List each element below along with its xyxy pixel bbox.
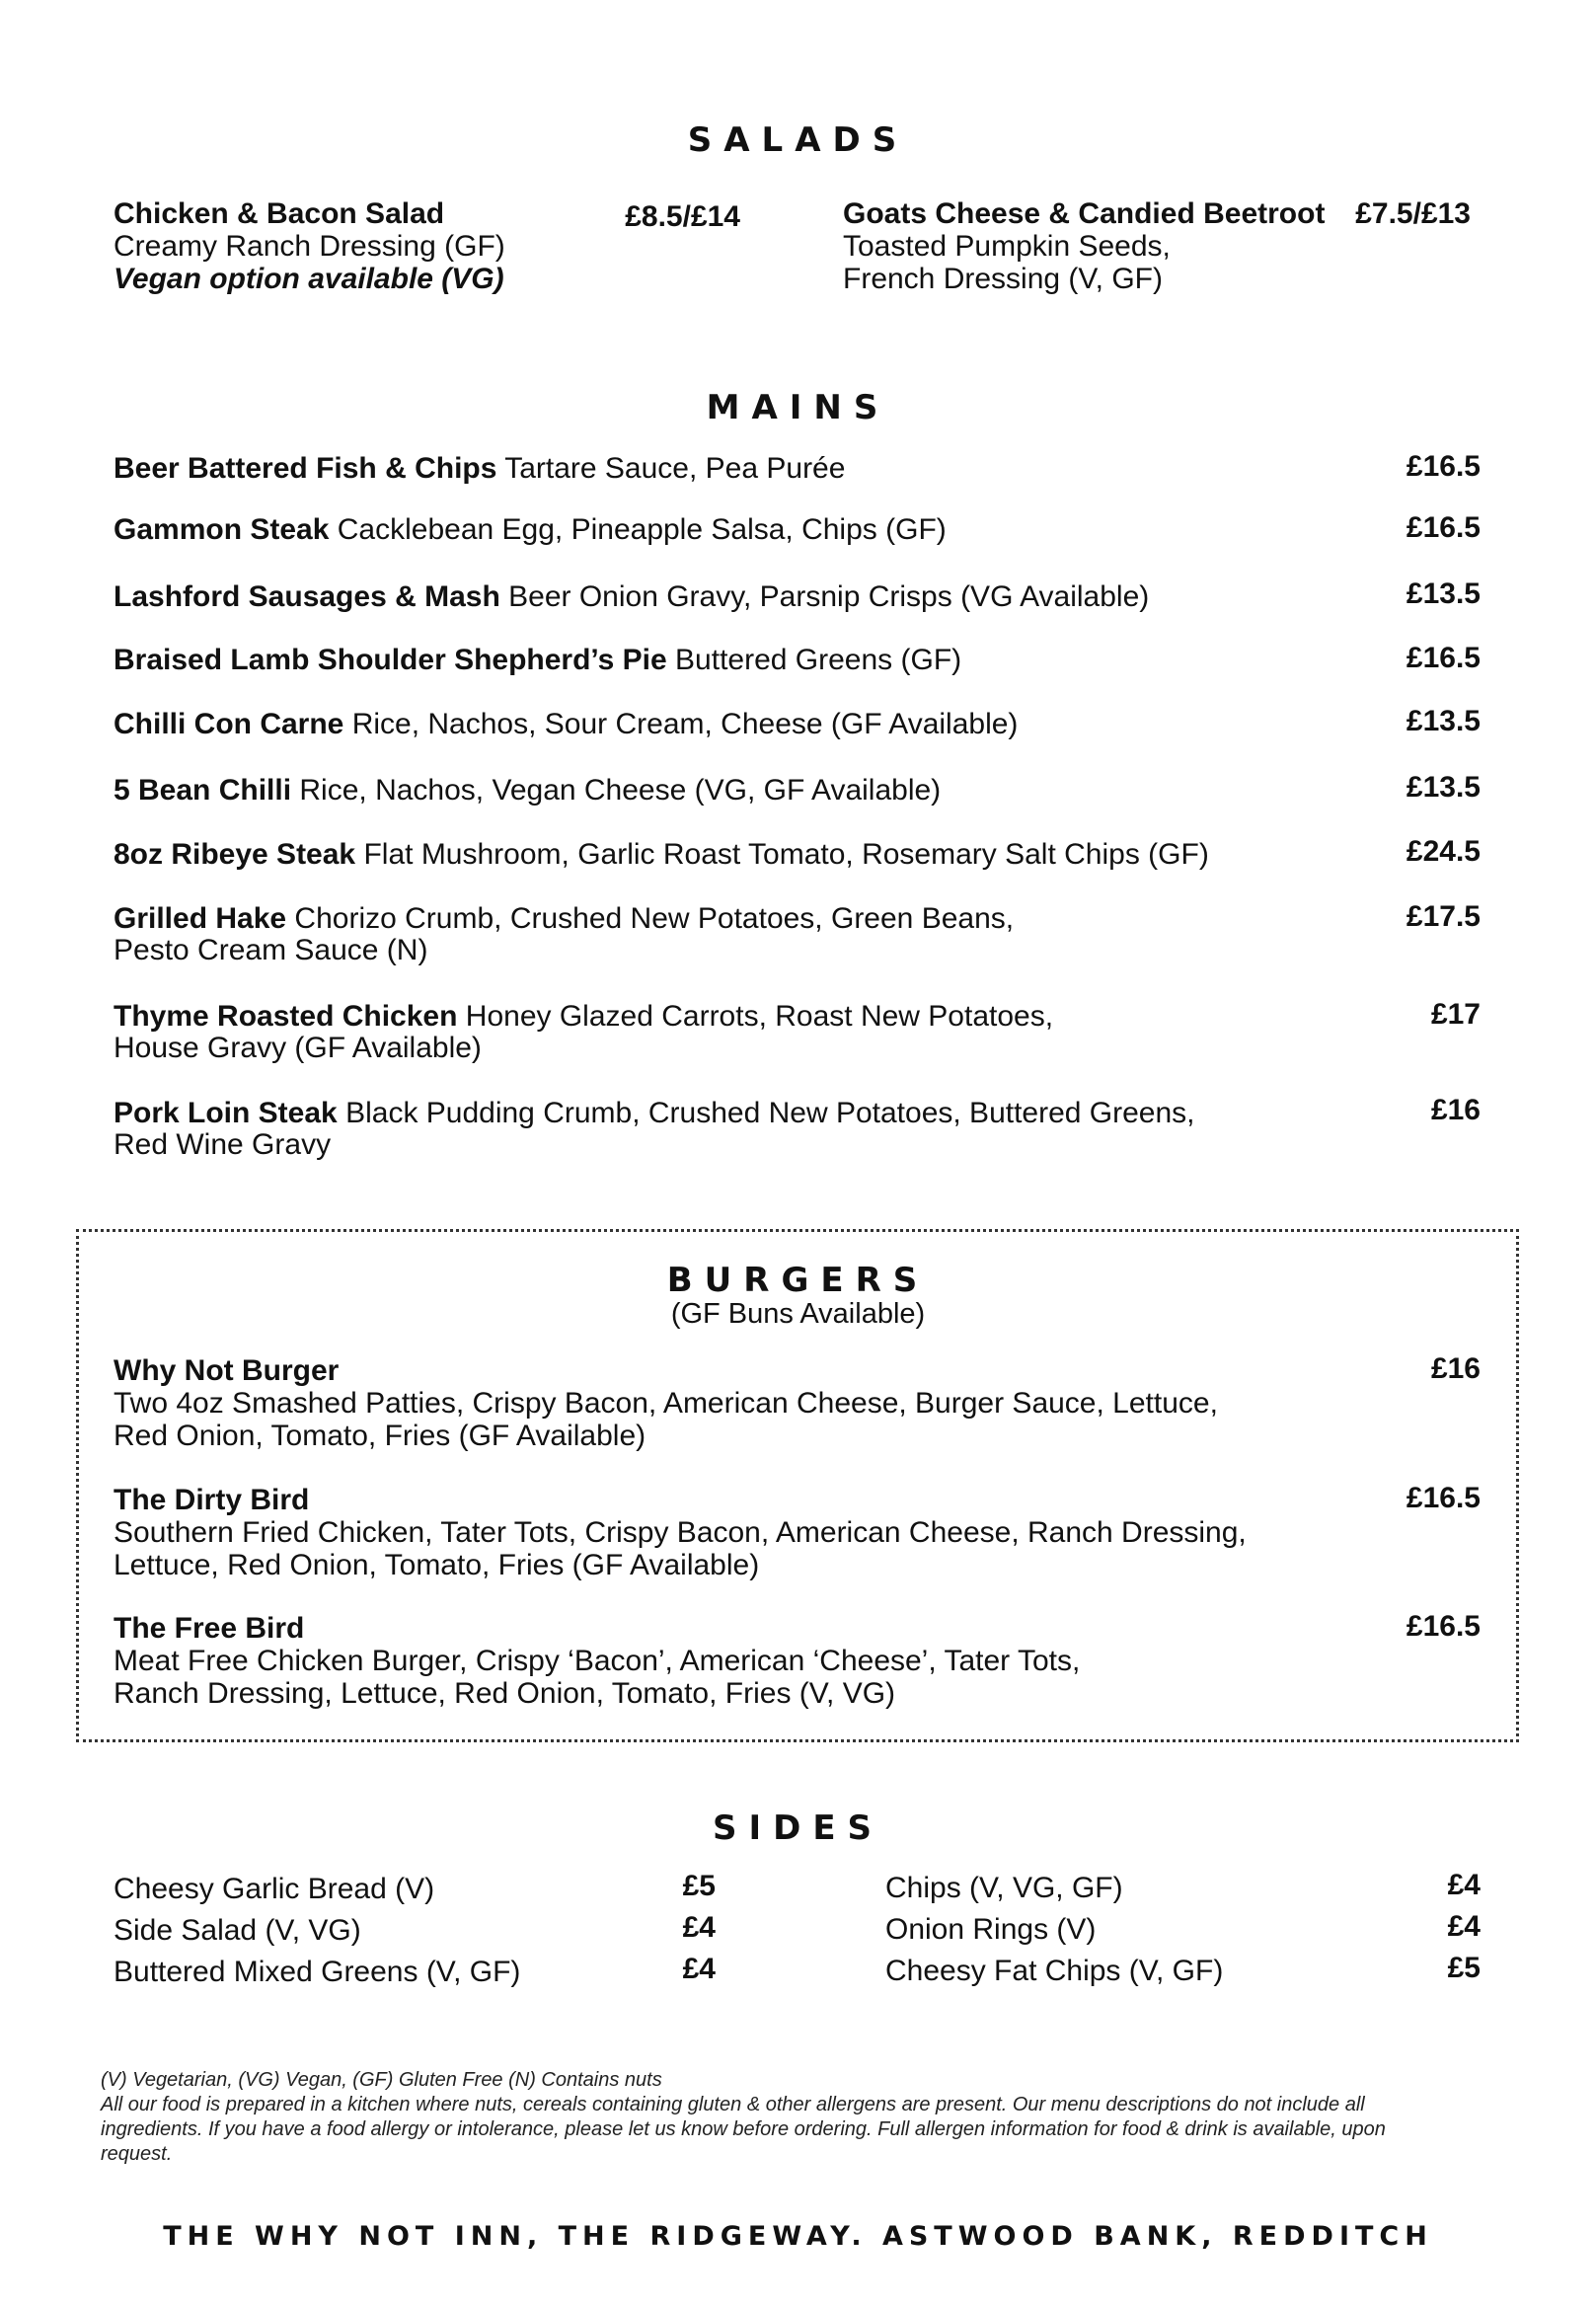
allergen-key: (V) Vegetarian, (VG) Vegan, (GF) Gluten Free (N) Contains nuts	[101, 2069, 662, 2091]
main-item	[114, 644, 961, 676]
main-price: £16.5	[1406, 450, 1481, 483]
mains-heading: MAINS	[706, 388, 890, 427]
main-item	[114, 452, 845, 485]
allergen-notice-line: All our food is prepared in a kitchen where nuts, cereals containing gluten & other allergens are present. Our menu descriptions do not include all	[101, 2094, 1365, 2115]
main-item	[114, 902, 1014, 935]
salads-heading: SALADS	[687, 120, 909, 160]
side-price: £4	[682, 1953, 716, 1985]
main-name: Pork Loin Steak	[114, 1097, 338, 1129]
main-name: Chilli Con Carne	[114, 708, 344, 740]
main-desc-line2: House Gravy (GF Available)	[114, 1032, 482, 1064]
side-name: Onion Rings (V)	[885, 1913, 1097, 1946]
main-name: Thyme Roasted Chicken	[114, 1000, 458, 1033]
salad-desc: Toasted Pumpkin Seeds,	[843, 230, 1171, 263]
main-name: 8oz Ribeye Steak	[114, 838, 356, 871]
main-price: £24.5	[1406, 835, 1481, 868]
salad-name: Goats Cheese & Candied Beetroot	[843, 197, 1326, 230]
main-desc-line2: Pesto Cream Sauce (N)	[114, 934, 428, 966]
burger-price: £16.5	[1406, 1482, 1481, 1514]
side-price: £5	[1447, 1952, 1481, 1984]
side-name: Cheesy Garlic Bread (V)	[114, 1873, 435, 1905]
main-price: £13.5	[1406, 577, 1481, 610]
burger-desc: Lettuce, Red Onion, Tomato, Fries (GF Available)	[114, 1549, 760, 1581]
venue-address: THE WHY NOT INN, THE RIDGEWAY. ASTWOOD BANK, REDDITCH	[163, 2221, 1433, 2252]
burger-name: The Dirty Bird	[114, 1484, 310, 1516]
side-name: Chips (V, VG, GF)	[885, 1872, 1123, 1904]
main-name: Gammon Steak	[114, 513, 330, 546]
allergen-notice-line: request.	[101, 2143, 173, 2165]
burger-desc: Meat Free Chicken Burger, Crispy ‘Bacon’, American ‘Cheese’, Tater Tots,	[114, 1645, 1081, 1677]
side-price: £4	[682, 1911, 716, 1944]
main-item	[114, 513, 947, 546]
main-desc: Flat Mushroom, Garlic Roast Tomato, Rosemary Salt Chips (GF)	[363, 838, 1209, 871]
salad-price: £8.5/£14	[625, 200, 740, 233]
salad-desc: Vegan option available (VG)	[114, 263, 504, 295]
main-desc: Rice, Nachos, Vegan Cheese (VG, GF Available)	[299, 774, 942, 807]
main-item	[114, 1000, 1053, 1033]
burger-desc: Southern Fried Chicken, Tater Tots, Crispy Bacon, American Cheese, Ranch Dressing,	[114, 1516, 1247, 1549]
main-name: Beer Battered Fish & Chips	[114, 452, 497, 485]
salad-desc: French Dressing (V, GF)	[843, 263, 1163, 295]
main-name: 5 Bean Chilli	[114, 774, 292, 807]
main-price: £16	[1430, 1094, 1481, 1126]
main-desc: Honey Glazed Carrots, Roast New Potatoes,	[465, 1000, 1054, 1033]
main-desc: Chorizo Crumb, Crushed New Potatoes, Green Beans,	[294, 902, 1015, 935]
main-item	[114, 1097, 1195, 1129]
salad-desc: Creamy Ranch Dressing (GF)	[114, 230, 505, 263]
main-price: £17	[1430, 998, 1481, 1031]
side-price: £4	[1447, 1910, 1481, 1943]
burger-name: The Free Bird	[114, 1612, 305, 1645]
burger-price: £16.5	[1406, 1610, 1481, 1643]
main-item	[114, 580, 1149, 613]
main-item	[114, 774, 941, 807]
main-price: £13.5	[1406, 771, 1481, 804]
main-name: Lashford Sausages & Mash	[114, 580, 500, 613]
burger-name: Why Not Burger	[114, 1354, 340, 1387]
main-desc: Black Pudding Crumb, Crushed New Potatoes, Buttered Greens,	[345, 1097, 1195, 1129]
side-price: £5	[682, 1870, 716, 1902]
allergen-notice-line: ingredients. If you have a food allergy or intolerance, please let us know before ordering. Full allergen information for food & drink is available, upon	[101, 2118, 1386, 2140]
main-desc: Beer Onion Gravy, Parsnip Crisps (VG Available)	[508, 580, 1150, 613]
main-item	[114, 708, 1018, 740]
side-price: £4	[1447, 1869, 1481, 1901]
main-price: £16.5	[1406, 642, 1481, 674]
burger-desc: Red Onion, Tomato, Fries (GF Available)	[114, 1420, 646, 1452]
main-desc: Rice, Nachos, Sour Cream, Cheese (GF Available)	[351, 708, 1019, 740]
main-price: £17.5	[1406, 900, 1481, 933]
burger-desc: Ranch Dressing, Lettuce, Red Onion, Tomato, Fries (V, VG)	[114, 1677, 896, 1710]
side-name: Side Salad (V, VG)	[114, 1914, 361, 1947]
burger-desc: Two 4oz Smashed Patties, Crispy Bacon, American Cheese, Burger Sauce, Lettuce,	[114, 1387, 1218, 1420]
salad-price: £7.5/£13	[1355, 197, 1471, 230]
main-desc-line2: Red Wine Gravy	[114, 1128, 332, 1161]
salad-name: Chicken & Bacon Salad	[114, 197, 445, 230]
main-desc: Buttered Greens (GF)	[675, 644, 962, 676]
main-desc: Cacklebean Egg, Pineapple Salsa, Chips (GF)	[337, 513, 947, 546]
side-name: Cheesy Fat Chips (V, GF)	[885, 1955, 1224, 1987]
burgers-subheading: (GF Buns Available)	[670, 1298, 926, 1330]
main-item	[114, 838, 1209, 871]
burger-price: £16	[1430, 1352, 1481, 1385]
main-price: £13.5	[1406, 705, 1481, 737]
main-price: £16.5	[1406, 511, 1481, 544]
sides-heading: SIDES	[712, 1808, 884, 1848]
side-name: Buttered Mixed Greens (V, GF)	[114, 1956, 521, 1988]
main-desc: Tartare Sauce, Pea Purée	[504, 452, 846, 485]
burgers-heading: BURGERS	[666, 1261, 930, 1300]
main-name: Braised Lamb Shoulder Shepherd’s Pie	[114, 644, 667, 676]
main-name: Grilled Hake	[114, 902, 287, 935]
